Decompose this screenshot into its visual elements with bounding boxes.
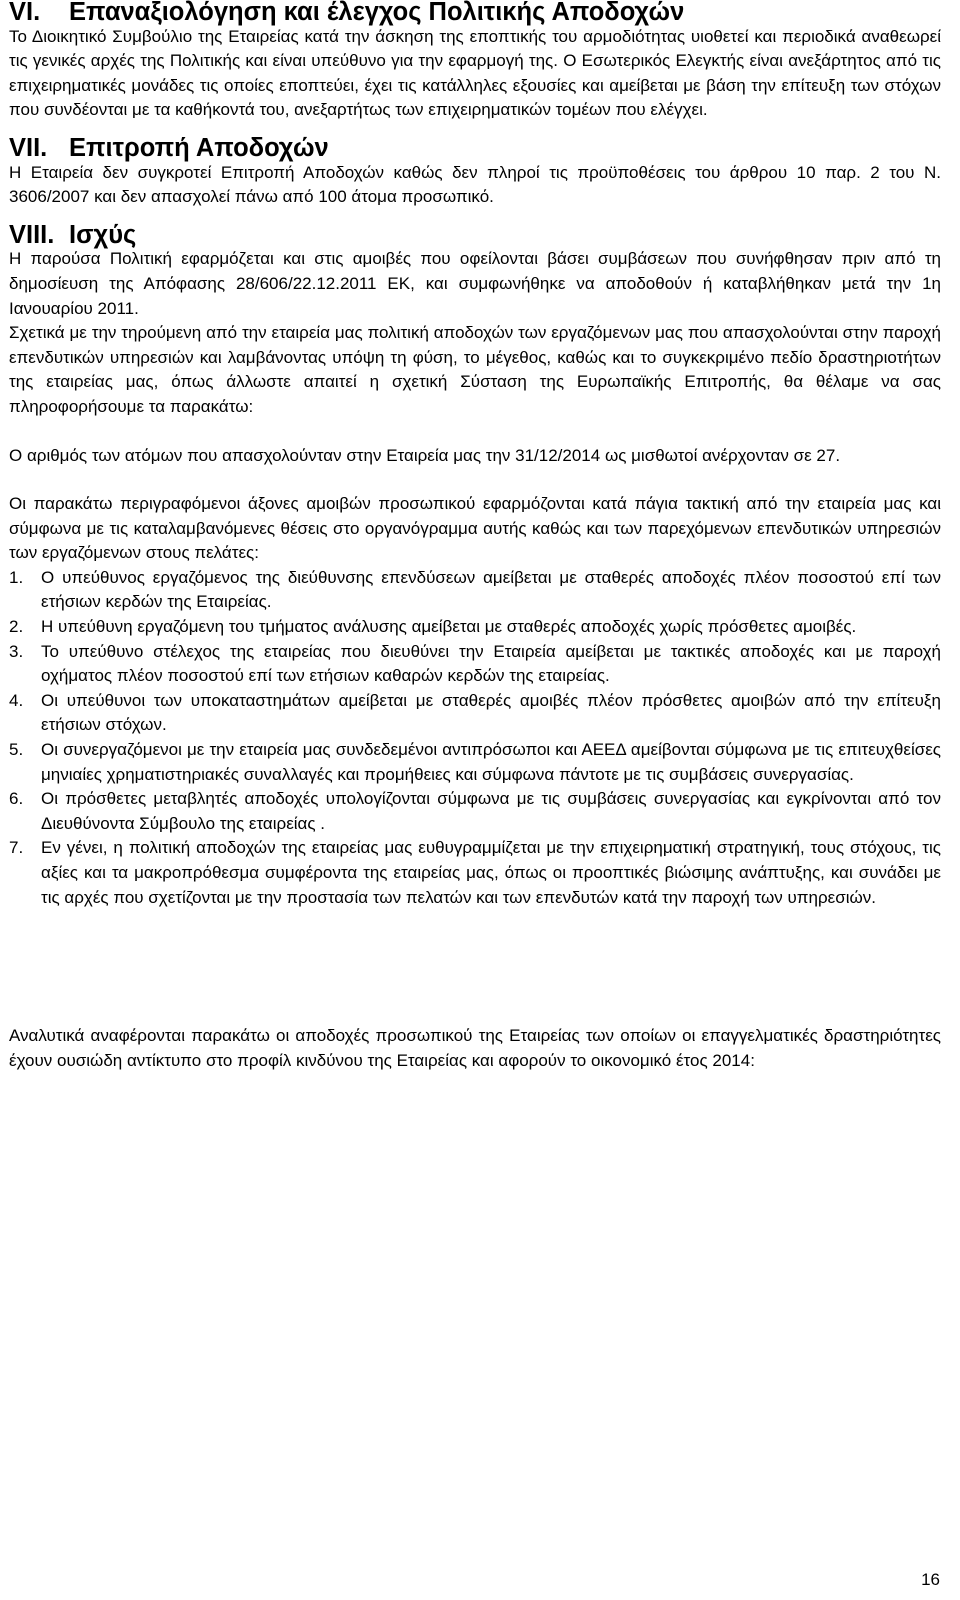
section-number: VII.	[9, 133, 48, 162]
list-item-text: Οι συνεργαζόμενοι με την εταιρεία μας συνδεδεμένοι αντιπρόσωποι και ΑΕΕΔ αμείβονται σύμφωνα με τις επιτευχθείσες μηνιαίες χρηματιστηριακές συναλλαγές και προμήθειες και σύμφωνα πάντοτε με τις συμβάσεις συνεργασίας.	[41, 740, 941, 784]
section-number: VIII.	[9, 220, 55, 249]
list-item-text: Ο υπεύθυνος εργαζόμενος της διεύθυνσης επενδύσεων αμείβεται με σταθερές αποδοχές πλέον ποσοστού επί των ετήσιων κερδών της Εταιρείας.	[41, 567, 941, 612]
section-vii-paragraph: Η Εταιρεία δεν συγκροτεί Επιτροπή Αποδοχών καθώς δεν πληροί τις προϋποθέσεις του άρθρου 10 παρ. 2 του Ν. 3606/2007 και δεν απασχολεί πάνω από 100 άτομα προσωπικό.	[9, 162, 941, 207]
list-item-text: Οι πρόσθετες μεταβλητές αποδοχές υπολογίζονται σύμφωνα με τις συμβάσεις συνεργασίας και εγκρίνονται από τον Διευθύνοντα Σύμβουλο της εταιρείας .	[41, 789, 941, 833]
section-title: Επιτροπή Αποδοχών	[69, 133, 329, 162]
section-heading-vi	[9, 0, 941, 25]
list-item-text: Οι υπεύθυνοι των υποκαταστημάτων αμείβεται με σταθερές αμοιβές πλέον πρόσθετες αμοιβών από την επίτευξη ετήσιων στόχων.	[41, 690, 941, 735]
section-heading-viii	[9, 220, 941, 249]
section-viii-paragraph-1: Η παρούσα Πολιτική εφαρμόζεται και στις αμοιβές που οφείλονται βάσει συμβάσεων που συνήφθησαν πριν από τη δημοσίευση της Απόφασης 28/606/22.12.2011 ΕΚ, και συμφωνήθηκε να αποδοθούν ή καταβλήθηκαν μετά την 1η Ιανουαρίου 2011.	[9, 249, 941, 318]
page-number: 16	[921, 1570, 940, 1589]
list-item	[9, 738, 941, 787]
list-item-number: 7.	[9, 838, 24, 858]
section-vi-paragraph: Το Διοικητικό Συμβούλιο της Εταιρείας κατά την άσκηση της εποπτικής του αρμοδιότητας υιοθετεί και περιοδικά αναθεωρεί τις γενικές αρχές της Πολιτικής και είναι υπεύθυνο για την εφαρμογή της. Ο Εσωτερικός Ελεγκτής είναι ανεξάρτητος από τις επιχειρηματικές μονάδες τις οποίες εποπτεύει, έχει τις κατάλληλες εξουσίες και αμείβεται με βάση την επίτευξη των στόχων που συνδέονται με τα καθήκοντά του, ανεξαρτήτως των επιχειρηματικών τομέων που ελέγχει.	[9, 26, 941, 120]
list-item	[9, 787, 941, 836]
list-item	[9, 566, 941, 615]
closing-paragraph: Αναλυτικά αναφέρονται παρακάτω οι αποδοχές προσωπικού της Εταιρείας των οποίων οι επαγγελματικές δραστηριότητες έχουν ουσιώδη αντίκτυπο στο προφίλ κινδύνου της Εταιρείας και αφορούν το οικονομικό έτος 2014:	[9, 1026, 941, 1070]
section-heading-vii	[9, 133, 941, 162]
section-title: Επαναξιολόγηση και έλεγχος Πολιτικής Αποδοχών	[69, 0, 685, 26]
list-item	[9, 615, 941, 640]
list-item-text: Το υπεύθυνο στέλεχος της εταιρείας που διευθύνει την Εταιρεία αμείβεται με τακτικές αποδοχές και με παροχή οχήματος πλέον ποσοστού επί των ετήσιων καθαρών κερδών της εταιρείας.	[41, 641, 941, 686]
list-item-text: Εν γένει, η πολιτική αποδοχών της εταιρείας μας ευθυγραμμίζεται με την επιχειρηματική στρατηγική, τους στόχους, τις αξίες και τα μακροπρόθεσμα συμφέροντα της εταιρείας μας, όπως οι προοπτικές βιώσιμης ανάπτυξης, και συνάδει με τις αρχές που σχετίζονται με την προστασία των πελατών και των επενδυτών κατά την παροχή των υπηρεσιών.	[41, 838, 941, 907]
remuneration-list	[9, 566, 941, 910]
list-item	[9, 836, 941, 910]
list-item-text: Η υπεύθυνη εργαζόμενη του τμήματος ανάλυσης αμείβεται με σταθερές αποδοχές χωρίς πρόσθετες αμοιβές.	[41, 617, 857, 637]
section-title: Ισχύς	[69, 220, 137, 249]
list-item-number: 5.	[9, 740, 24, 760]
list-item-number: 4.	[9, 690, 24, 710]
section-number: VI.	[9, 0, 41, 26]
list-item	[9, 689, 941, 738]
list-item-number: 1.	[9, 567, 24, 587]
remuneration-axes-intro: Οι παρακάτω περιγραφόμενοι άξονες αμοιβών προσωπικού εφαρμόζονται κατά πάγια τακτική από την εταιρεία μας και σύμφωνα με τις καταλαμβανόμενες θέσεις στο οργανόγραμμα αυτής καθώς και των παρεχόμενων επενδυτικών υπηρεσιών των εργαζόμενων στους πελάτες:	[9, 494, 941, 563]
employee-count-paragraph: Ο αριθμός των ατόμων που απασχολούνταν στην Εταιρεία μας την 31/12/2014 ως μισθωτοί ανέρχονταν σε 27.	[9, 445, 841, 465]
list-item-number: 2.	[9, 617, 24, 637]
list-item	[9, 640, 941, 689]
document-page	[9, 0, 941, 1073]
list-item-number: 6.	[9, 789, 24, 809]
section-viii-paragraph-2: Σχετικά με την τηρούμενη από την εταιρεία μας πολιτική αποδοχών των εργαζόμενων μας που απασχολούνται στην παροχή επενδυτικών υπηρεσιών και λαμβάνοντας υπόψη τη φύση, το μέγεθος, καθώς και το συγκεκριμένο πεδίο δραστηριοτήτων της εταιρείας μας, όπως άλλωστε απαιτεί η σχετική Σύσταση της Ευρωπαϊκής Επιτροπής, θα θέλαμε να σας πληροφορήσουμε τα παρακάτω:	[9, 323, 941, 416]
list-item-number: 3.	[9, 641, 24, 661]
